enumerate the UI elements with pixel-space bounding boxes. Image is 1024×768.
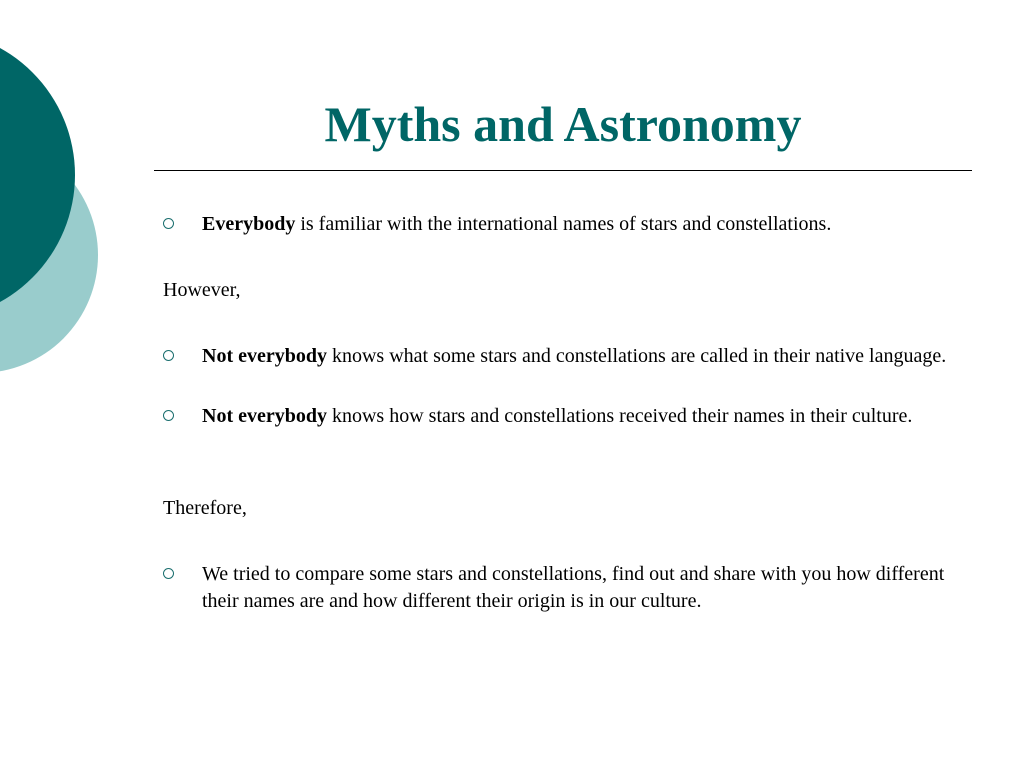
connector-text: However,	[163, 279, 241, 301]
bullet-bold-lead: Everybody	[202, 213, 296, 235]
bullet-body: knows what some stars and constellations are called in their native language.	[326, 345, 947, 367]
connector-text: Therefore,	[163, 497, 247, 519]
bullet-item	[163, 403, 963, 430]
hollow-circle-bullet-icon	[163, 568, 174, 579]
hollow-circle-bullet-icon	[163, 410, 174, 421]
bullet-bold-lead: Not everybody	[202, 405, 327, 427]
bullet-body: knows how stars and constellations received their names in their culture.	[326, 405, 913, 427]
hollow-circle-bullet-icon	[163, 218, 174, 229]
bullet-body: We tried to compare some stars and constellations, find out and share with you how different their names are and how different their origin is in our culture.	[202, 563, 945, 612]
bullet-item	[163, 343, 963, 370]
bullet-item	[163, 561, 963, 615]
bullet-body: is familiar with the international names of stars and constellations.	[295, 213, 832, 235]
bullet-bold-lead: Not everybody	[202, 345, 327, 367]
bullet-text	[202, 343, 963, 370]
bullet-text	[202, 211, 963, 238]
bullet-item	[163, 211, 963, 238]
slide-title: Myths and Astronomy	[324, 96, 802, 152]
hollow-circle-bullet-icon	[163, 350, 174, 361]
bullet-text	[202, 561, 963, 615]
bullet-text	[202, 403, 963, 430]
